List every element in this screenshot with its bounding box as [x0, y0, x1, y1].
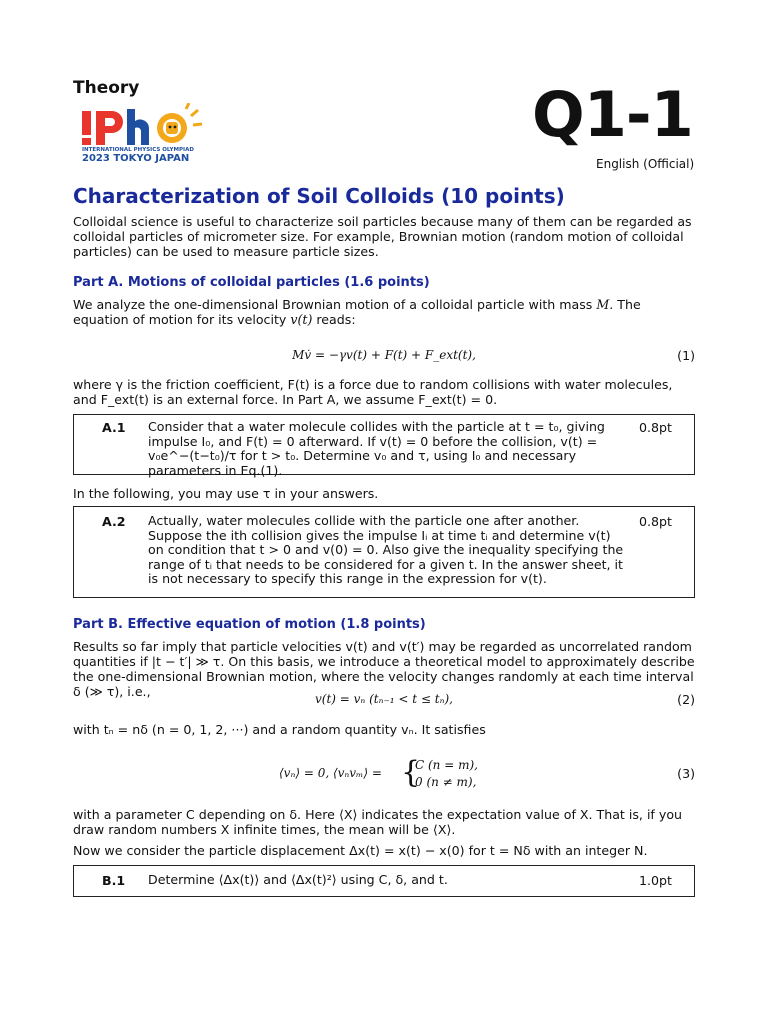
part-a-paragraph-2: where γ is the friction coefficient, F(t) is a force due to random collisions with water molecules, and F_ext(t) is an external force. In Part A, we assume F_ext(t) = 0. [73, 377, 673, 407]
between-note: In the following, you may use τ in your answers. [73, 486, 379, 501]
question-b1-text: Determine ⟨Δx(t)⟩ and ⟨Δx(t)²⟩ using C, δ, and t. [148, 872, 448, 887]
question-b1-box [73, 865, 695, 897]
equation-3-brace: { [401, 755, 421, 790]
question-a2-label: A.2 [102, 514, 126, 529]
equation-3-case-2: 0 (n ≠ m), [415, 775, 477, 789]
part-a-p1-text-b: . The equation of motion for its velocity [73, 297, 641, 327]
mass-symbol: M [596, 297, 610, 312]
part-b-paragraph-2: with tₙ = nδ (n = 0, 1, 2, ···) and a random quantity vₙ. It satisfies [73, 722, 486, 737]
question-a1-box [73, 414, 695, 478]
logo-event: 2023 TOKYO JAPAN [82, 153, 190, 164]
equation-1-body: Mv̇ = −γv(t) + F(t) + F_ext(t), [292, 348, 476, 362]
question-number: Q1-1 [532, 78, 693, 151]
equation-2-body: v(t) = vₙ (tₙ₋₁ < t ≤ tₙ), [315, 692, 453, 706]
part-b-heading: Part B. Effective equation of motion (1.8 points) [73, 617, 426, 632]
part-b-paragraph-3: with a parameter C depending on δ. Here ⟨X⟩ indicates the expectation value of X. That is, if you draw random numbers X infinite times, the mean will be ⟨X⟩. [73, 807, 683, 837]
equation-1-number: (1) [677, 348, 695, 363]
part-a-p1-text-a: We analyze the one-dimensional Brownian motion of a colloidal particle with mass [73, 297, 593, 312]
ipho-logo [80, 103, 220, 165]
question-a1-label: A.1 [102, 420, 126, 435]
question-a1-text: Consider that a water molecule collides with the particle at t = t₀, giving impulse I₀, and F(t) = 0 afterward. If v(t) = 0 before the collision, v(t) = v₀e^−(t−t₀)/τ for t > t₀. Determine v₀ and τ, using I₀ and necessary parameters in Eq.(1). [148, 419, 605, 478]
equation-3-left: ⟨vₙ⟩ = 0, ⟨vₙvₘ⟩ = [279, 766, 382, 780]
velocity-symbol: v(t) [290, 312, 313, 327]
logo-subtitle: INTERNATIONAL PHYSICS OLYMPIAD [82, 147, 194, 153]
equation-2 [73, 692, 695, 712]
part-b-paragraph-4: Now we consider the particle displacement Δx(t) = x(t) − x(0) for t = Nδ with an integer N. [73, 843, 648, 858]
language-label: English (Official) [596, 157, 695, 171]
question-b1-label: B.1 [102, 873, 126, 888]
question-a2-text: Actually, water molecules collide with the particle one after another. Suppose the ith collision gives the impulse Iᵢ at time tᵢ and determine v(t) on condition that t > 0 and v(0) = 0. Also give the inequality specifying the range of tᵢ that needs to be considered for a given t. In the answer sheet, it is not necessary to specify this range in the expression for v(t). [148, 513, 624, 586]
equation-3 [73, 756, 695, 796]
equation-3-case-1: C (n = m), [415, 758, 478, 772]
question-a2-points: 0.8pt [639, 514, 672, 529]
equation-2-number: (2) [677, 692, 695, 707]
problem-title: Characterization of Soil Colloids (10 points) [73, 184, 565, 208]
part-a-paragraph-1 [73, 297, 695, 327]
part-b-paragraph-1: Results so far imply that particle velocities v(t) and v(t′) may be regarded as uncorrelated random quantities if |t − t′| ≫ τ. On this basis, we introduce a theoretical model to approximately describe the one-dimensional Brownian motion, where the velocity changes randomly at each time interval δ (≫ τ), i.e., [73, 639, 695, 699]
intro-paragraph: Colloidal science is useful to characterize soil particles because many of them can be regarded as colloidal particles of micrometer size. For example, Brownian motion (random motion of colloidal particles) can be used to measure particle sizes. [73, 214, 692, 259]
equation-1 [73, 348, 695, 368]
part-a-heading: Part A. Motions of colloidal particles (1.6 points) [73, 275, 430, 290]
question-b1-points: 1.0pt [639, 873, 672, 888]
part-a-p1-text-c: reads: [316, 312, 356, 327]
equation-3-number: (3) [677, 766, 695, 781]
section-label: Theory [73, 78, 140, 98]
question-a1-points: 0.8pt [639, 420, 672, 435]
question-a2-box [73, 506, 695, 598]
